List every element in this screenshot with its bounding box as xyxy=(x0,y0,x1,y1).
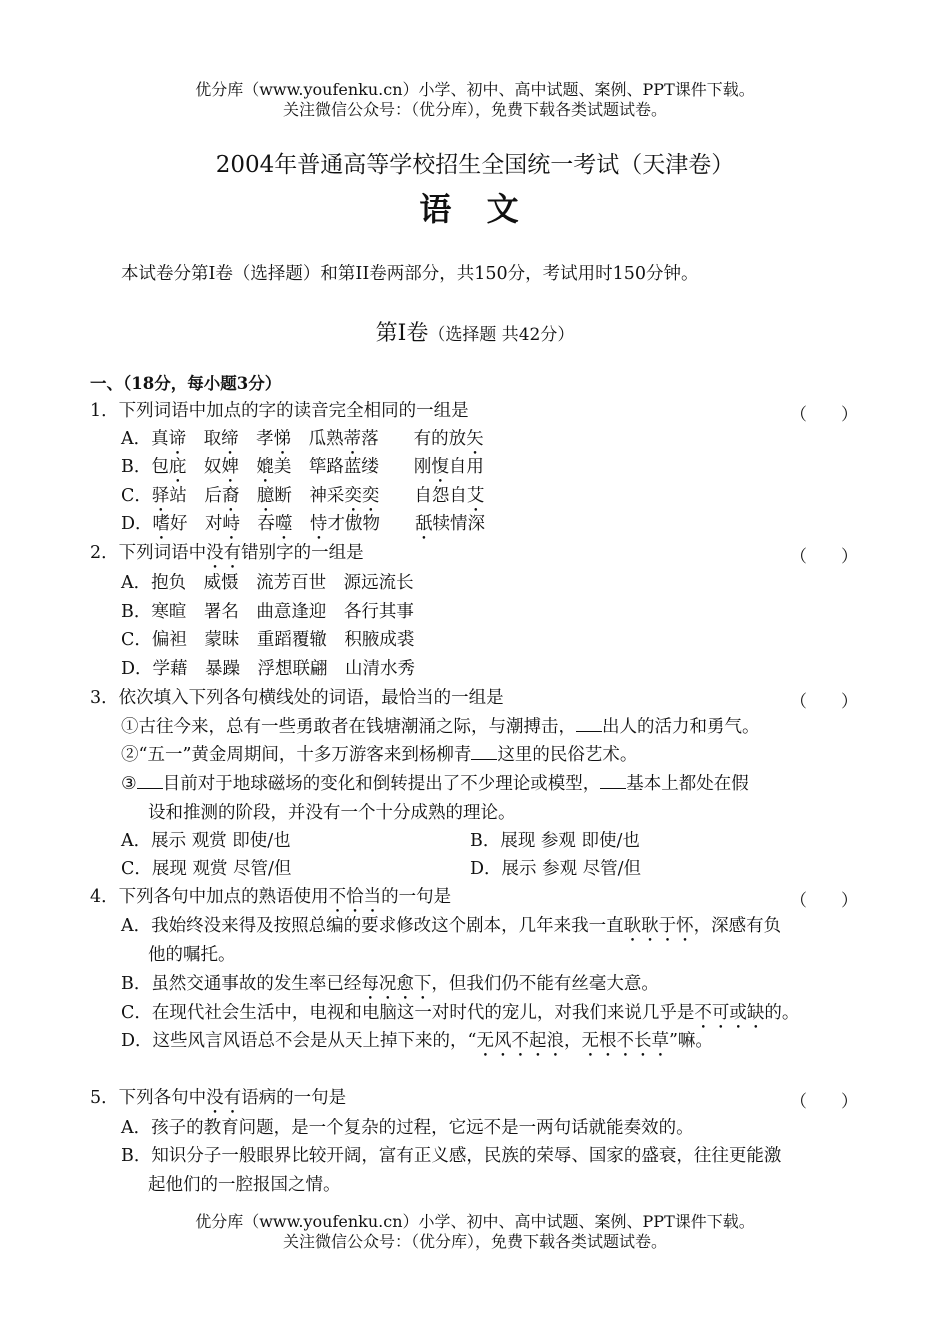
intro-text: 本试卷分第I卷（选择题）和第II卷两部分，共150分，考试用时150分钟。 xyxy=(121,264,699,284)
watermark-line-2: 关注微信公众号：（优分库），免费下载各类试题试卷。 xyxy=(282,100,667,119)
q4-option-a[interactable]: A．我始终没来得及按照总编的要求修改这个剧本，几年来我一直耿耿于怀，深感有负 xyxy=(121,916,782,936)
q3-sentence-1: ①古往今来，总有一些勇敢者在钱塘潮涌之际，与潮搏击， 出人的活力和勇气。 xyxy=(121,717,760,737)
q3-option-c[interactable]: C．展现 观赏 尽管/但 xyxy=(121,859,292,879)
q3-stem: 3．依次填入下列各句横线处的词语，最恰当的一组是 xyxy=(90,688,504,708)
q3-answer-paren[interactable]: （ ） xyxy=(790,692,858,712)
q5-answer-paren[interactable]: （ ） xyxy=(790,1092,858,1112)
footer-watermark-line-1: 优分库（www.youfenku.cn）小学、初中、高中试题、案例、PPT课件下载。 xyxy=(195,1212,755,1231)
q2-option-c[interactable]: C．偏袒 蒙昧 重蹈覆辙 积腋成裘 xyxy=(121,630,415,650)
q3-sentence-2: ②“五一”黄金周期间，十多万游客来到杨柳青 这里的民俗艺术。 xyxy=(121,745,638,765)
q5-option-a[interactable]: A．孩子的教育问题，是一个复杂的过程，它远不是一两句话就能奏效的。 xyxy=(121,1118,694,1138)
q3-sentence-3: ③ 目前对于地球磁场的变化和倒转提出了不少理论或模型， 基本上都处在假 xyxy=(121,774,749,794)
q2-option-a[interactable]: A．抱负 威慑 流芳百世 源远流长 xyxy=(121,573,414,593)
section-title: 第I卷 xyxy=(375,321,429,346)
q1-answer-paren[interactable]: （ ） xyxy=(790,405,858,425)
q4-option-a-cont: 他的嘱托。 xyxy=(148,945,236,965)
watermark-line-1: 优分库（www.youfenku.cn）小学、初中、高中试题、案例、PPT课件下载。 xyxy=(195,80,755,99)
q2-option-d[interactable]: D．学藉 暴躁 浮想联翩 山清水秀 xyxy=(121,659,416,679)
q3-sentence-3-cont: 设和推测的阶段，并没有一个十分成熟的理论。 xyxy=(148,803,516,823)
q4-option-b[interactable]: B．虽然交通事故的发生率已经每况愈下，但我们仍不能有丝毫大意。 xyxy=(121,974,659,994)
q2-option-b[interactable]: B．寒暄 署名 曲意逢迎 各行其事 xyxy=(121,602,414,622)
exam-title: 2004年普通高等学校招生全国统一考试（天津卷） xyxy=(215,152,735,178)
q3-option-b[interactable]: B．展现 参观 即使/也 xyxy=(470,831,640,851)
q3-option-d[interactable]: D．展示 参观 尽管/但 xyxy=(470,859,642,879)
q1-option-c[interactable]: C．驿站 后裔 臆断 神采奕奕 自怨自艾 xyxy=(121,486,485,506)
subject-heading: 语 文 xyxy=(419,190,531,228)
q1-option-b[interactable]: B．包庇 奴婢 媲美 筚路蓝缕 刚愎自用 xyxy=(121,457,484,477)
footer-watermark-line-2: 关注微信公众号：（优分库），免费下载各类试题试卷。 xyxy=(282,1232,667,1251)
q3-blank-4[interactable] xyxy=(600,773,626,789)
q4-option-d[interactable]: D．这些风言风语总不会是从天上掉下来的，“无风不起浪，无根不长草”嘛。 xyxy=(121,1031,713,1051)
q3-option-a[interactable]: A．展示 观赏 即使/也 xyxy=(121,831,291,851)
q3-blank-1[interactable] xyxy=(576,716,602,732)
q1-option-a[interactable]: A．真谛 取缔 孝悌 瓜熟蒂落 有的放矢 xyxy=(121,429,484,449)
q1-option-d[interactable]: D．嗜好 对峙 吞噬 恃才傲物 舐犊情深 xyxy=(121,514,486,534)
q2-answer-paren[interactable]: （ ） xyxy=(790,547,858,567)
q4-answer-paren[interactable]: （ ） xyxy=(790,891,858,911)
q5-option-b-cont: 起他们的一腔报国之情。 xyxy=(148,1175,341,1195)
q3-blank-2[interactable] xyxy=(471,744,497,760)
q3-blank-3[interactable] xyxy=(137,773,163,789)
section-note: （选择题 共42分） xyxy=(428,325,575,345)
q4-stem: 4．下列各句中加点的熟语使用不恰当的一句是 xyxy=(90,887,452,907)
q4-option-c[interactable]: C．在现代社会生活中，电视和电脑这一对时代的宠儿，对我们来说几乎是不可或缺的。 xyxy=(121,1003,800,1023)
section-heading xyxy=(0,316,950,347)
q2-stem: 2．下列词语中没有错别字的一组是 xyxy=(90,543,364,563)
q5-stem: 5．下列各句中没有语病的一句是 xyxy=(90,1088,347,1108)
q1-stem: 1．下列词语中加点的字的读音完全相同的一组是 xyxy=(90,401,469,421)
part-one-label: 一、（18分，每小题3分） xyxy=(90,374,282,393)
q5-option-b[interactable]: B．知识分子一般眼界比较开阔，富有正义感，民族的荣辱、国家的盛衰，往往更能激 xyxy=(121,1146,782,1166)
